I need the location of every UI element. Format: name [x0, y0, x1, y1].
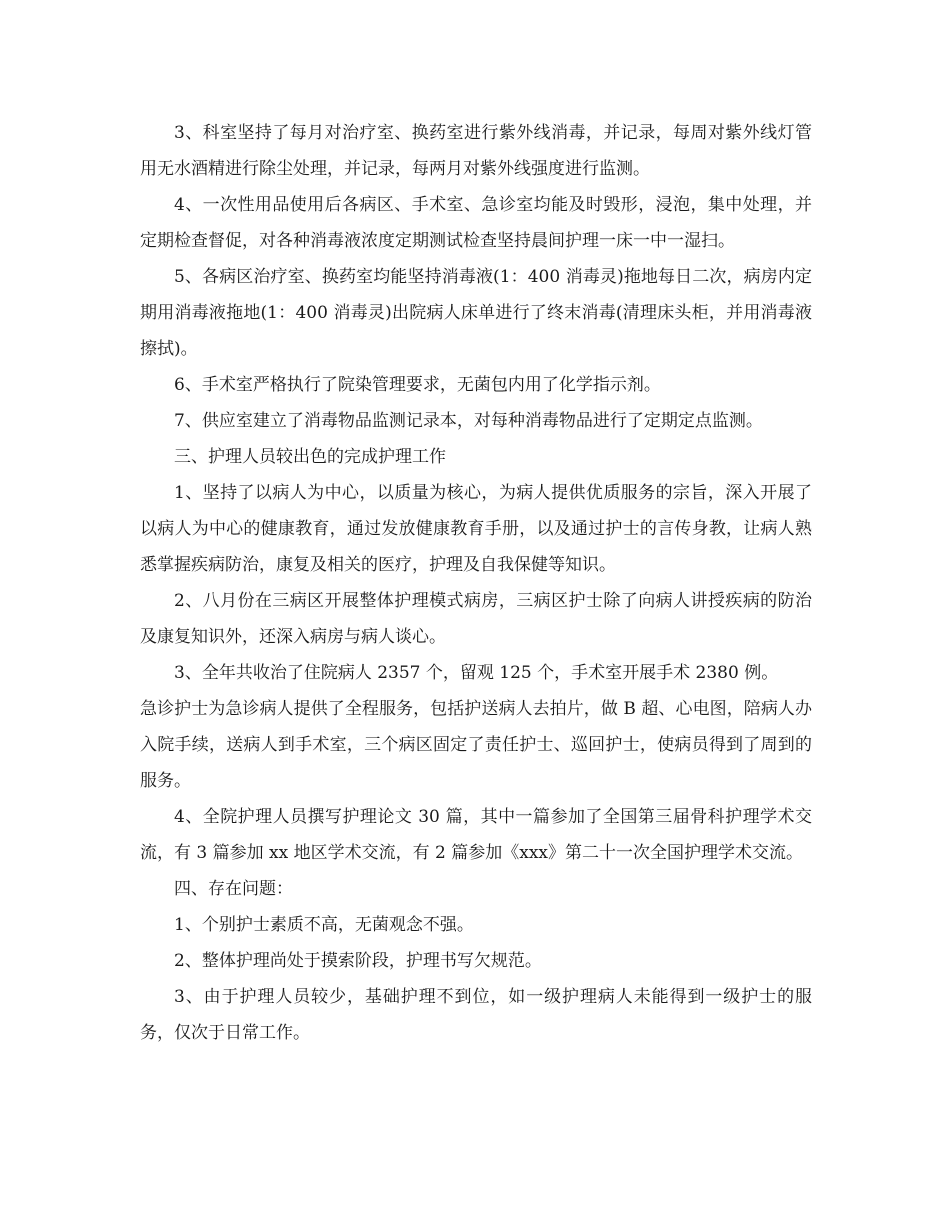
section-heading-nursing-work: 三、护理人员较出色的完成护理工作 — [174, 447, 446, 467]
paragraph-emergency-service: 急诊护士为急诊病人提供了全程服务，包括护送病人去拍片，做 B 超、心电图，陪病人办入院手续，送病人到手术室，三个病区固定了责任护士、巡回护士，使病员得到了周到的服务。 — [140, 699, 812, 791]
paragraph-problem-staffing: 3、由于护理人员较少，基础护理不到位，如一级护理病人未能得到一级护士的服务，仅次于日常工作。 — [140, 987, 812, 1043]
paragraph-holistic-nursing: 2、八月份在三病区开展整体护理模式病房，三病区护士除了向病人讲授疾病的防治及康复知识外，还深入病房与病人谈心。 — [140, 591, 812, 647]
paragraph-problem-quality: 1、个别护士素质不高，无菌观念不强。 — [174, 915, 474, 935]
paragraph-supply-room: 7、供应室建立了消毒物品监测记录本，对每种消毒物品进行了定期定点监测。 — [174, 411, 763, 431]
paragraph-patient-centered: 1、坚持了以病人为中心，以质量为核心，为病人提供优质服务的宗旨，深入开展了以病人为中心的健康教育，通过发放健康教育手册，以及通过护士的言传身教，让病人熟悉掌握疾病防治，康复及相关的医疗，护理及自我保健等知识。 — [140, 483, 812, 575]
paragraph-disinfection-uv: 3、科室坚持了每月对治疗室、换药室进行紫外线消毒，并记录，每周对紫外线灯管用无水酒精进行除尘处理，并记录，每两月对紫外线强度进行监测。 — [140, 123, 812, 179]
section-heading-problems: 四、存在问题： — [174, 879, 293, 899]
paragraph-papers: 4、全院护理人员撰写护理论文 30 篇，其中一篇参加了全国第三届骨科护理学术交流，有 3 篇参加 xx 地区学术交流，有 2 篇参加《xxx》第二十一次全国护理学术交流。 — [140, 807, 812, 863]
document-body — [140, 115, 812, 1051]
paragraph-disposables: 4、一次性用品使用后各病区、手术室、急诊室均能及时毁形，浸泡，集中处理，并定期检查督促，对各种消毒液浓度定期测试检查坚持晨间护理一床一中一湿扫。 — [140, 195, 812, 251]
paragraph-annual-statistics: 3、全年共收治了住院病人 2357 个，留观 125 个，手术室开展手术 2380 例。 — [174, 663, 779, 683]
paragraph-problem-documentation: 2、整体护理尚处于摸索阶段，护理书写欠规范。 — [174, 951, 542, 971]
paragraph-operating-room: 6、手术室严格执行了院染管理要求，无菌包内用了化学指示剂。 — [174, 375, 661, 395]
paragraph-floor-disinfection: 5、各病区治疗室、换药室均能坚持消毒液(1：400 消毒灵)拖地每日二次，病房内定期用消毒液拖地(1：400 消毒灵)出院病人床单进行了终末消毒(清理床头柜，并用消毒液擦拭)。 — [140, 267, 812, 359]
